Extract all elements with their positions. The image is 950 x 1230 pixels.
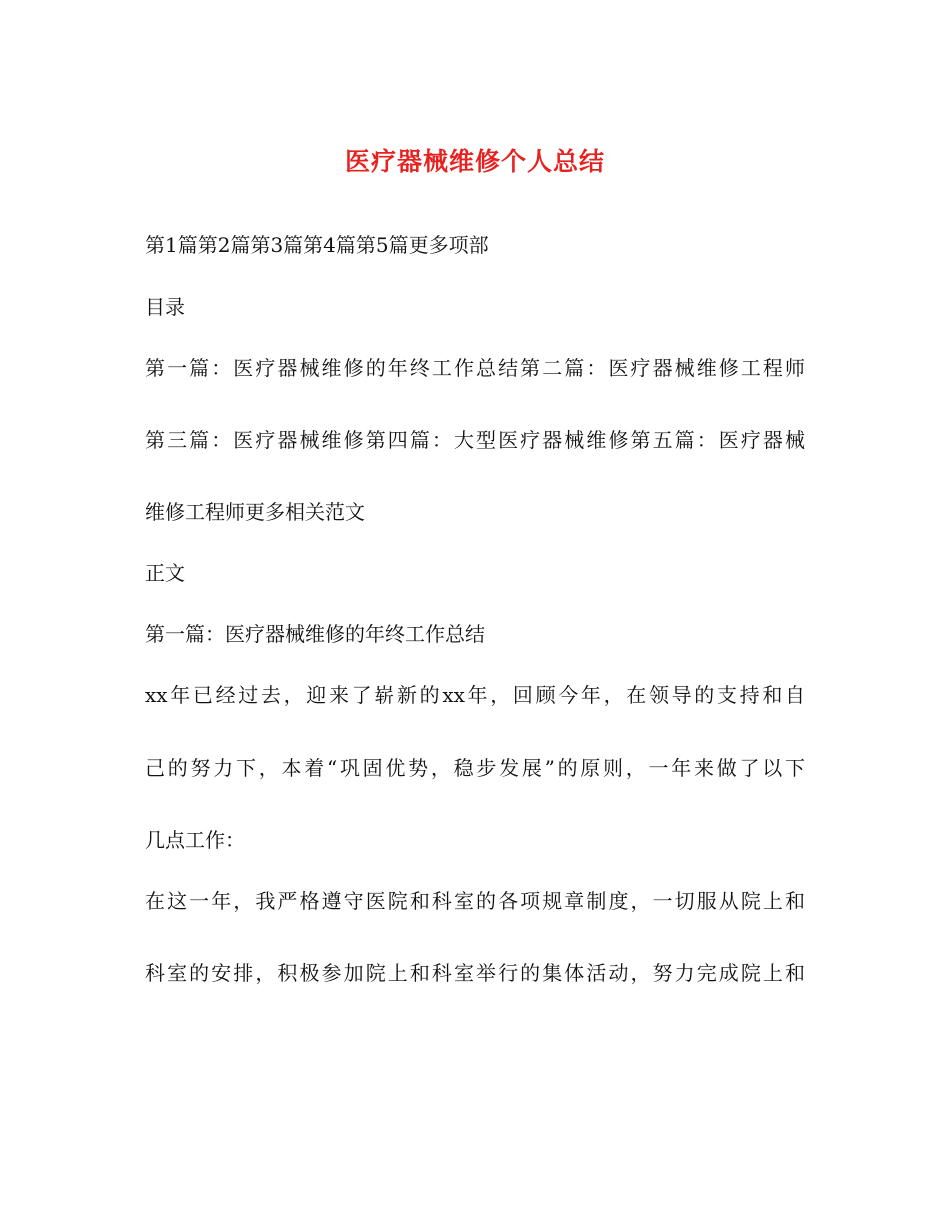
toc-line: 第一篇：医疗器械维修的年终工作总结第二篇：医疗器械维修工程师 <box>145 356 805 380</box>
paragraph-line: 科室的安排，积极参加院上和科室举行的集体活动，努力完成院上和 <box>145 961 805 985</box>
paragraph-line: 几点工作： <box>145 828 245 852</box>
document-title: 医疗器械维修个人总结 <box>344 147 605 176</box>
paragraph-line: 在这一年，我严格遵守医院和科室的各项规章制度，一切服从院上和 <box>145 889 805 913</box>
paragraph-line: xx年已经过去，迎来了崭新的xx年，回顾今年，在领导的支持和自 <box>145 683 805 707</box>
toc-nav-line: 第1篇第2篇第3篇第4篇第5篇更多项部 <box>145 233 489 257</box>
paragraph-line: 己的努力下，本着“巩固优势，稳步发展”的原则，一年来做了以下 <box>145 756 805 780</box>
toc-heading: 目录 <box>145 295 185 319</box>
body-heading: 正文 <box>145 561 185 585</box>
toc-line: 维修工程师更多相关范文 <box>145 500 365 524</box>
section-heading: 第一篇：医疗器械维修的年终工作总结 <box>145 622 485 646</box>
toc-line: 第三篇：医疗器械维修第四篇：大型医疗器械维修第五篇：医疗器械 <box>145 428 805 452</box>
